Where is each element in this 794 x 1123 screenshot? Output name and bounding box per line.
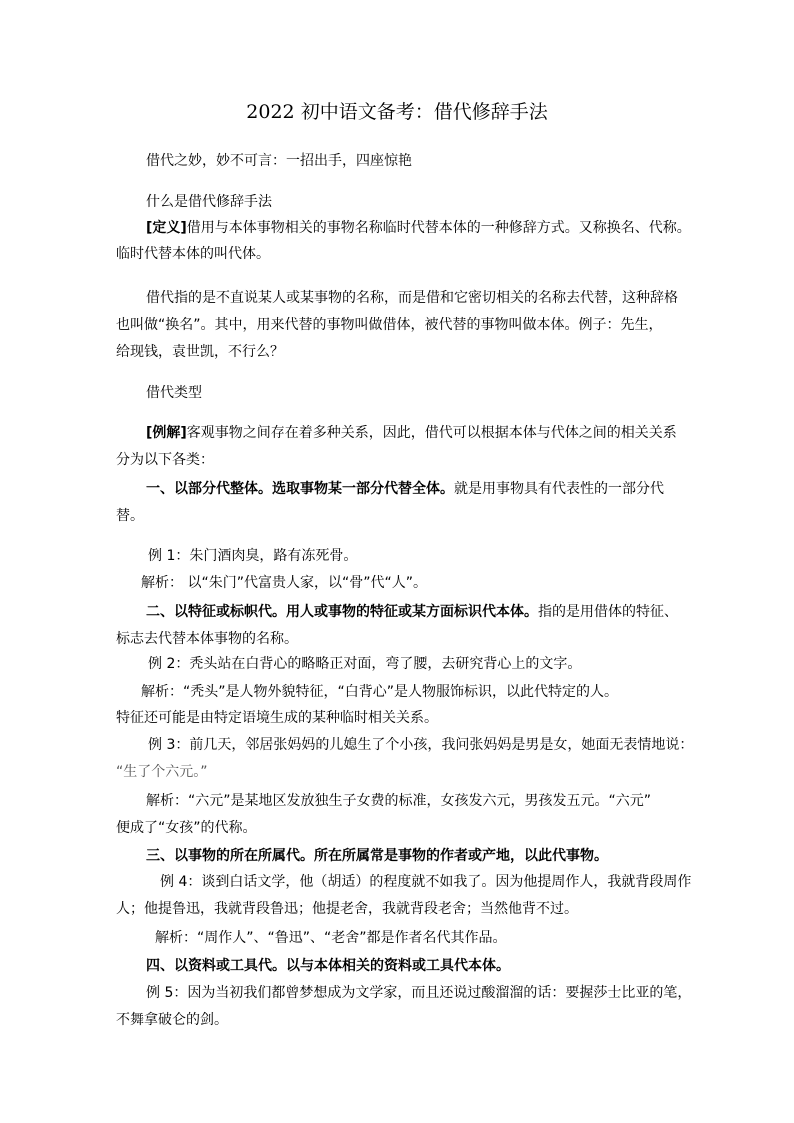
analysis-2: 解析：“秃头”是人物外貌特征，“白背心”是人物服饰标识，以此代特定的人。 xyxy=(141,684,619,700)
type-2-heading xyxy=(146,603,711,621)
section-heading-types: 借代类型 xyxy=(146,385,202,401)
example-explanation-text: 客观事物之间存在着多种关系，因此，借代可以根据本体与代体之间的相关关系 xyxy=(186,425,677,441)
example-3-line-1: 例 3：前几天，邻居张妈妈的儿媳生了个小孩，我问张妈妈是男是女，她面无表情地说： xyxy=(148,737,694,753)
example-2: 例 2：秃头站在白背心的略略正对面，弯了腰，去研究背心上的文字。 xyxy=(148,656,582,672)
example-5-line-2: 不舞拿破仑的剑。 xyxy=(116,1012,228,1028)
example-tag: [例解] xyxy=(146,425,187,441)
example-4-line-2: 人；他提鲁迅，我就背段鲁迅；他提老舍，我就背段老舍；当然他背不过。 xyxy=(116,901,578,917)
intro-line: 借代之妙，妙不可言：一招出手，四座惊艳 xyxy=(146,153,412,169)
type-2-bold: 二、以特征或标帜代。用人或事物的特征或某方面标识代本体。 xyxy=(146,604,538,620)
example-3-line-2: “生了个六元。” xyxy=(116,764,208,780)
type-2-line-2: 标志去代替本体事物的名称。 xyxy=(116,631,298,647)
type-1-bold: 一、以部分代整体。选取事物某一部分代替全体。 xyxy=(146,481,454,497)
type-4-heading: 四、以资料或工具代。以与本体相关的资料或工具代本体。 xyxy=(146,958,510,974)
analysis-2-line-2: 特征还可能是由特定语境生成的某种临时相关关系。 xyxy=(116,710,438,726)
definition-line-1 xyxy=(146,219,711,237)
type-1-rest: 就是用事物具有代表性的一部分代 xyxy=(454,481,664,497)
definition-text: 借用与本体事物相关的事物名称临时代替本体的一种修辞方式。又称换名、代称。 xyxy=(186,220,691,236)
example-4-line-1: 例 4：谈到白话文学，他（胡适）的程度就不如我了。因为他提周作人，我就背段周作 xyxy=(160,874,692,890)
example-explanation-line-2: 分为以下各类： xyxy=(116,452,214,468)
type-1-line-2: 替。 xyxy=(116,508,144,524)
type-3-heading: 三、以事物的所在所属代。所在所属常是事物的作者或产地，以此代事物。 xyxy=(146,848,608,864)
type-1-heading xyxy=(146,480,711,498)
definition-line-2: 临时代替本体的叫代体。 xyxy=(116,246,270,262)
analysis-3-line-2: 便成了“女孩”的代称。 xyxy=(116,820,257,836)
section-heading-what: 什么是借代修辞手法 xyxy=(146,194,272,210)
paragraph-line: 也叫做“换名”。其中，用来代替的事物叫做借体，被代替的事物叫做本体。例子：先生， xyxy=(116,317,663,333)
analysis-3-line-1: 解析：“六元”是某地区发放独生子女费的标准，女孩发六元，男孩发五元。“六元” xyxy=(146,793,652,809)
page-title: 2022 初中语文备考：借代修辞手法 xyxy=(246,101,548,123)
example-explanation-line-1 xyxy=(146,424,711,442)
definition-tag: [定义] xyxy=(146,220,187,236)
type-2-rest: 指的是用借体的特征、 xyxy=(538,604,678,620)
analysis-4: 解析：“周作人”、“鲁迅”、“老舍”都是作者名代其作品。 xyxy=(155,930,507,946)
paragraph-line: 借代指的是不直说某人或某事物的名称，而是借和它密切相关的名称去代替，这种辞格 xyxy=(146,290,678,306)
analysis-1: 解析： 以“朱门”代富贵人家，以“骨”代“人”。 xyxy=(141,575,427,591)
paragraph-line: 给现钱，袁世凯，不行么？ xyxy=(116,344,284,360)
example-5-line-1: 例 5：因为当初我们都曾梦想成为文学家，而且还说过酸溜溜的话：要握莎士比亚的笔， xyxy=(146,985,692,1001)
example-1: 例 1：朱门酒肉臭，路有冻死骨。 xyxy=(148,548,358,564)
